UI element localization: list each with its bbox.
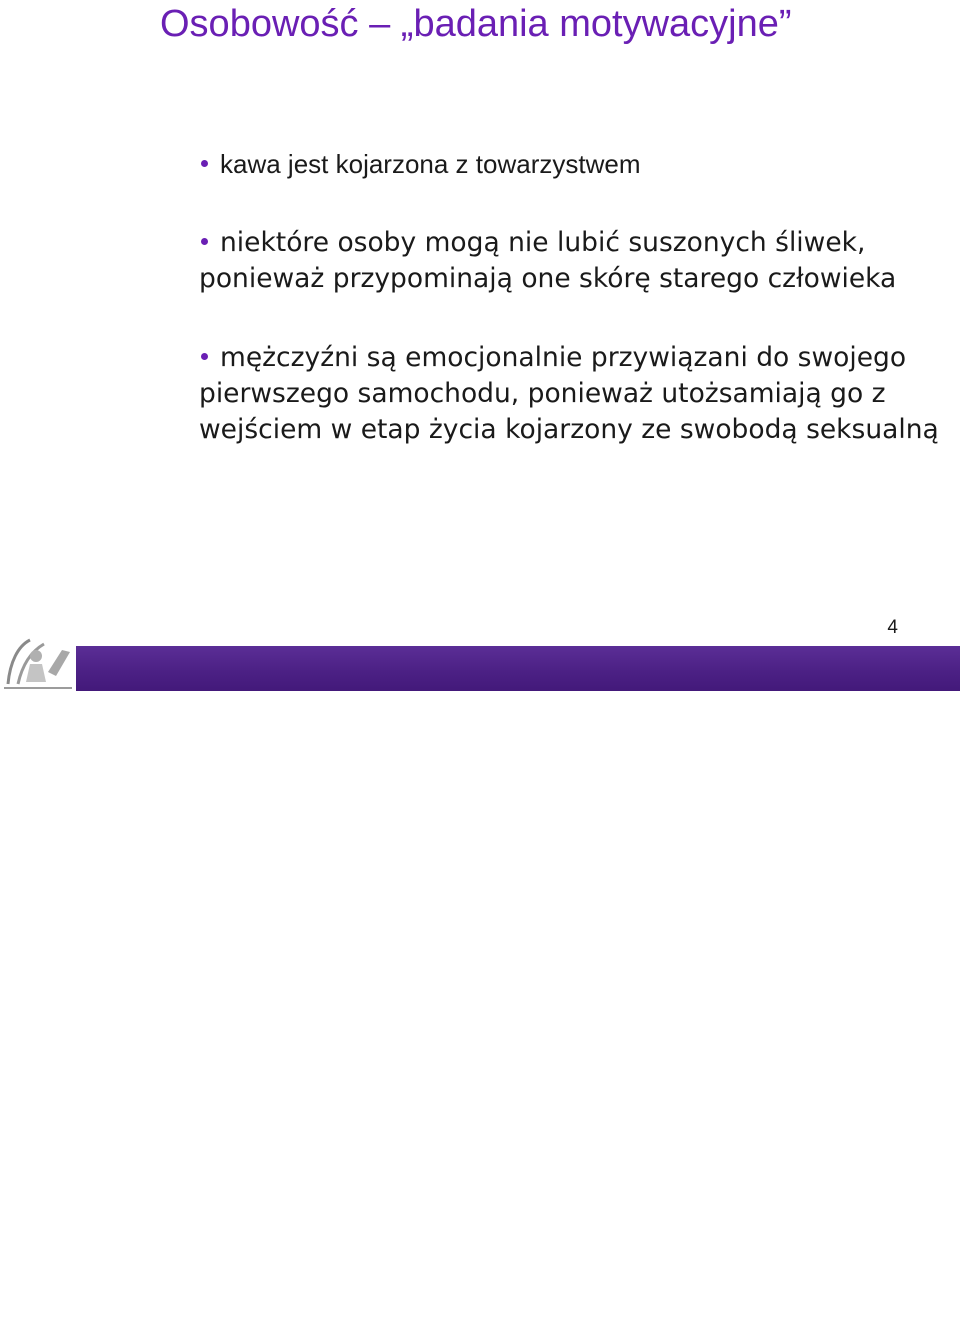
bullet-list: [199, 146, 939, 448]
slide-title: Osobowość – „badania motywacyjne”: [160, 3, 792, 45]
page-number: 4: [887, 617, 898, 638]
bullet-marker-icon: [201, 238, 208, 245]
bullet-marker-icon: [201, 160, 208, 167]
footer-banner: [0, 646, 960, 1330]
bullet-item: [199, 225, 939, 297]
congress-logo-icon: [0, 632, 76, 691]
bullet-text: niektóre osoby mogą nie lubić suszonych śliwek, ponieważ przypominają one skórę starego człowieka: [199, 227, 897, 294]
bullet-item: [199, 146, 939, 183]
bullet-item: [199, 340, 939, 448]
footer-banner-text: IX Ogólnopolski Kongres Badaczy Rynku i Opinii: [176, 1299, 828, 1330]
bullet-marker-icon: [201, 353, 208, 360]
bullet-text: mężczyźni są emocjonalnie przywiązani do swojego pierwszego samochodu, ponieważ utożsamiają go z wejściem w etap życia kojarzony ze swobodą seksualną: [199, 342, 939, 445]
bullet-text: kawa jest kojarzona z towarzystwem: [220, 149, 641, 179]
